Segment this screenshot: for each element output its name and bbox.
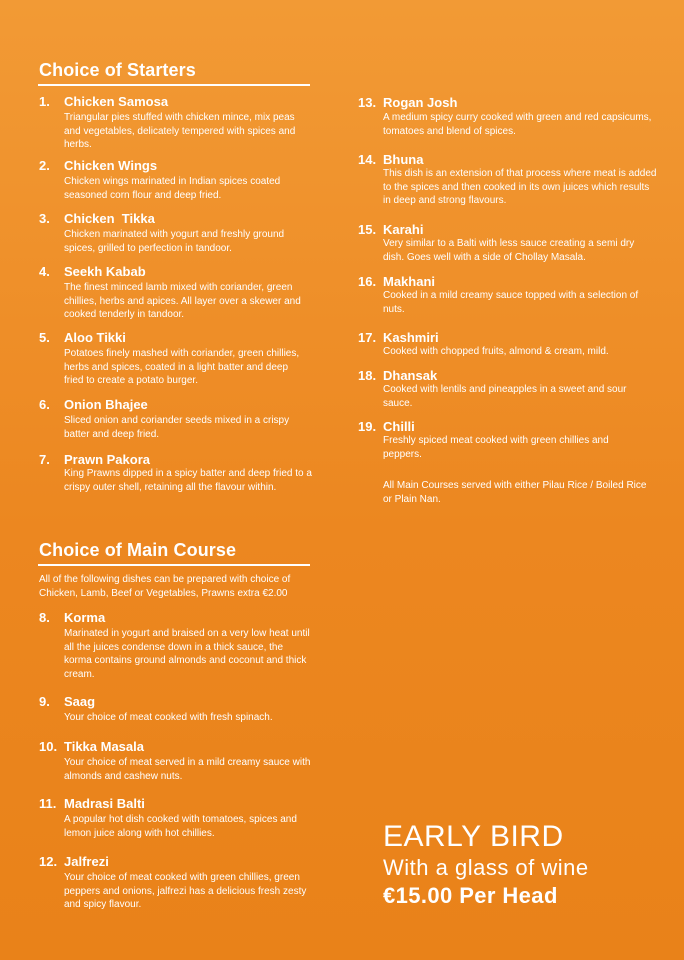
item-name: Chicken Wings bbox=[64, 158, 158, 173]
item-name: Kashmiri bbox=[383, 330, 439, 345]
item-description: Cooked with lentils and pineapples in a sweet and sour sauce. bbox=[383, 384, 627, 409]
item-description: Cooked with chopped fruits, almond & cream, mild. bbox=[383, 346, 609, 357]
item-description: A medium spicy curry cooked with green and red capsicums, tomatoes and blend of spices. bbox=[383, 112, 652, 137]
item-description: Your choice of meat cooked with fresh spinach. bbox=[64, 712, 273, 723]
item-number: 2. bbox=[39, 158, 50, 173]
early-bird-promo bbox=[383, 820, 589, 910]
rice-note: All Main Courses served with either Pilau Rice / Boiled Rice or Plain Nan. bbox=[383, 480, 647, 505]
item-description: Marinated in yogurt and braised on a very low heat until all the juices condense down in a thick sauce, the korma contains ground almonds and coconut and thick cream. bbox=[64, 628, 310, 680]
starters-title: Choice of Starters bbox=[39, 60, 196, 80]
item-number: 18. bbox=[358, 368, 377, 383]
item-description: Triangular pies stuffed with chicken mince, mix peas and vegetables, delicately tempered with spices and herbs. bbox=[64, 112, 296, 150]
item-number: 12. bbox=[39, 854, 58, 869]
item-description: Chicken wings marinated in Indian spices coated seasoned corn flour and deep fried. bbox=[64, 176, 281, 201]
item-number: 11. bbox=[39, 796, 57, 811]
item-name: Onion Bhajee bbox=[64, 397, 148, 412]
main-course-divider bbox=[38, 564, 310, 566]
promo-price: €15.00 Per Head bbox=[383, 883, 558, 908]
item-number: 19. bbox=[358, 419, 377, 434]
item-name: Saag bbox=[64, 694, 96, 709]
item-number: 3. bbox=[39, 211, 50, 226]
item-name: Chilli bbox=[383, 419, 415, 434]
item-number: 9. bbox=[39, 694, 50, 709]
item-name: Bhuna bbox=[383, 152, 424, 167]
item-number: 17. bbox=[358, 330, 377, 345]
item-name: Chicken Tikka bbox=[64, 211, 155, 226]
item-name: Makhani bbox=[383, 274, 436, 289]
item-name: Seekh Kabab bbox=[64, 264, 146, 279]
item-number: 5. bbox=[39, 330, 50, 345]
item-description: The finest minced lamb mixed with coriander, green chillies, herbs and apices. All layer over a skewer and cooked tenderly in tandoor. bbox=[64, 282, 301, 320]
item-description: Your choice of meat cooked with green chillies, green peppers and onions, jalfrezi has a delicious fresh zesty and spicy flavour. bbox=[64, 872, 307, 910]
item-description: A popular hot dish cooked with tomatoes, spices and lemon juice along with hot chillies. bbox=[64, 814, 297, 839]
item-description: Chicken marinated with yogurt and freshly ground spices, grilled to perfection in tandoor. bbox=[64, 229, 285, 254]
item-name: Korma bbox=[64, 610, 106, 625]
item-number: 15. bbox=[358, 222, 377, 237]
item-name: Jalfrezi bbox=[64, 854, 109, 869]
item-description: This dish is an extension of that process where meat is added to the spices and then cooked in its own juices which results in deep and strong flavours. bbox=[383, 168, 657, 206]
item-description: Very similar to a Balti with less sauce creating a semi dry dish. Goes well with a side of Chollay Masala. bbox=[383, 238, 635, 263]
item-description: Potatoes finely mashed with coriander, green chillies, herbs and spices, coated in a light batter and deep fried to create a potato burger. bbox=[64, 348, 300, 386]
item-number: 10. bbox=[39, 739, 58, 754]
item-description: Sliced onion and coriander seeds mixed in a crispy batter and deep fried. bbox=[64, 415, 290, 440]
item-name: Dhansak bbox=[383, 368, 438, 383]
item-description: Cooked in a mild creamy sauce topped with a selection of nuts. bbox=[383, 290, 639, 315]
promo-headline: EARLY BIRD bbox=[383, 820, 564, 853]
item-name: Madrasi Balti bbox=[64, 796, 145, 811]
item-description: Your choice of meat served in a mild creamy sauce with almonds and cashew nuts. bbox=[64, 757, 311, 782]
item-name: Chicken Samosa bbox=[64, 94, 169, 109]
item-number: 14. bbox=[358, 152, 377, 167]
item-name: Aloo Tikki bbox=[64, 330, 126, 345]
item-number: 4. bbox=[39, 264, 50, 279]
item-name: Tikka Masala bbox=[64, 739, 144, 754]
starters-divider bbox=[38, 84, 310, 86]
item-number: 7. bbox=[39, 452, 50, 467]
item-number: 1. bbox=[39, 94, 50, 109]
item-name: Rogan Josh bbox=[383, 95, 458, 110]
item-number: 13. bbox=[358, 95, 377, 110]
item-description: Freshly spiced meat cooked with green chillies and peppers. bbox=[383, 435, 609, 460]
item-number: 8. bbox=[39, 610, 50, 625]
main-course-intro: All of the following dishes can be prepared with choice of Chicken, Lamb, Beef or Vegetables, Prawns extra €2.00 bbox=[39, 574, 291, 599]
item-number: 6. bbox=[39, 397, 50, 412]
item-number: 16. bbox=[358, 274, 377, 289]
main-course-title: Choice of Main Course bbox=[39, 540, 237, 560]
item-name: Karahi bbox=[383, 222, 424, 237]
item-description: King Prawns dipped in a spicy batter and deep fried to a crispy outer shell, retaining all the flavour within. bbox=[64, 468, 312, 493]
item-name: Prawn Pakora bbox=[64, 452, 150, 467]
promo-subline: With a glass of wine bbox=[383, 855, 589, 880]
